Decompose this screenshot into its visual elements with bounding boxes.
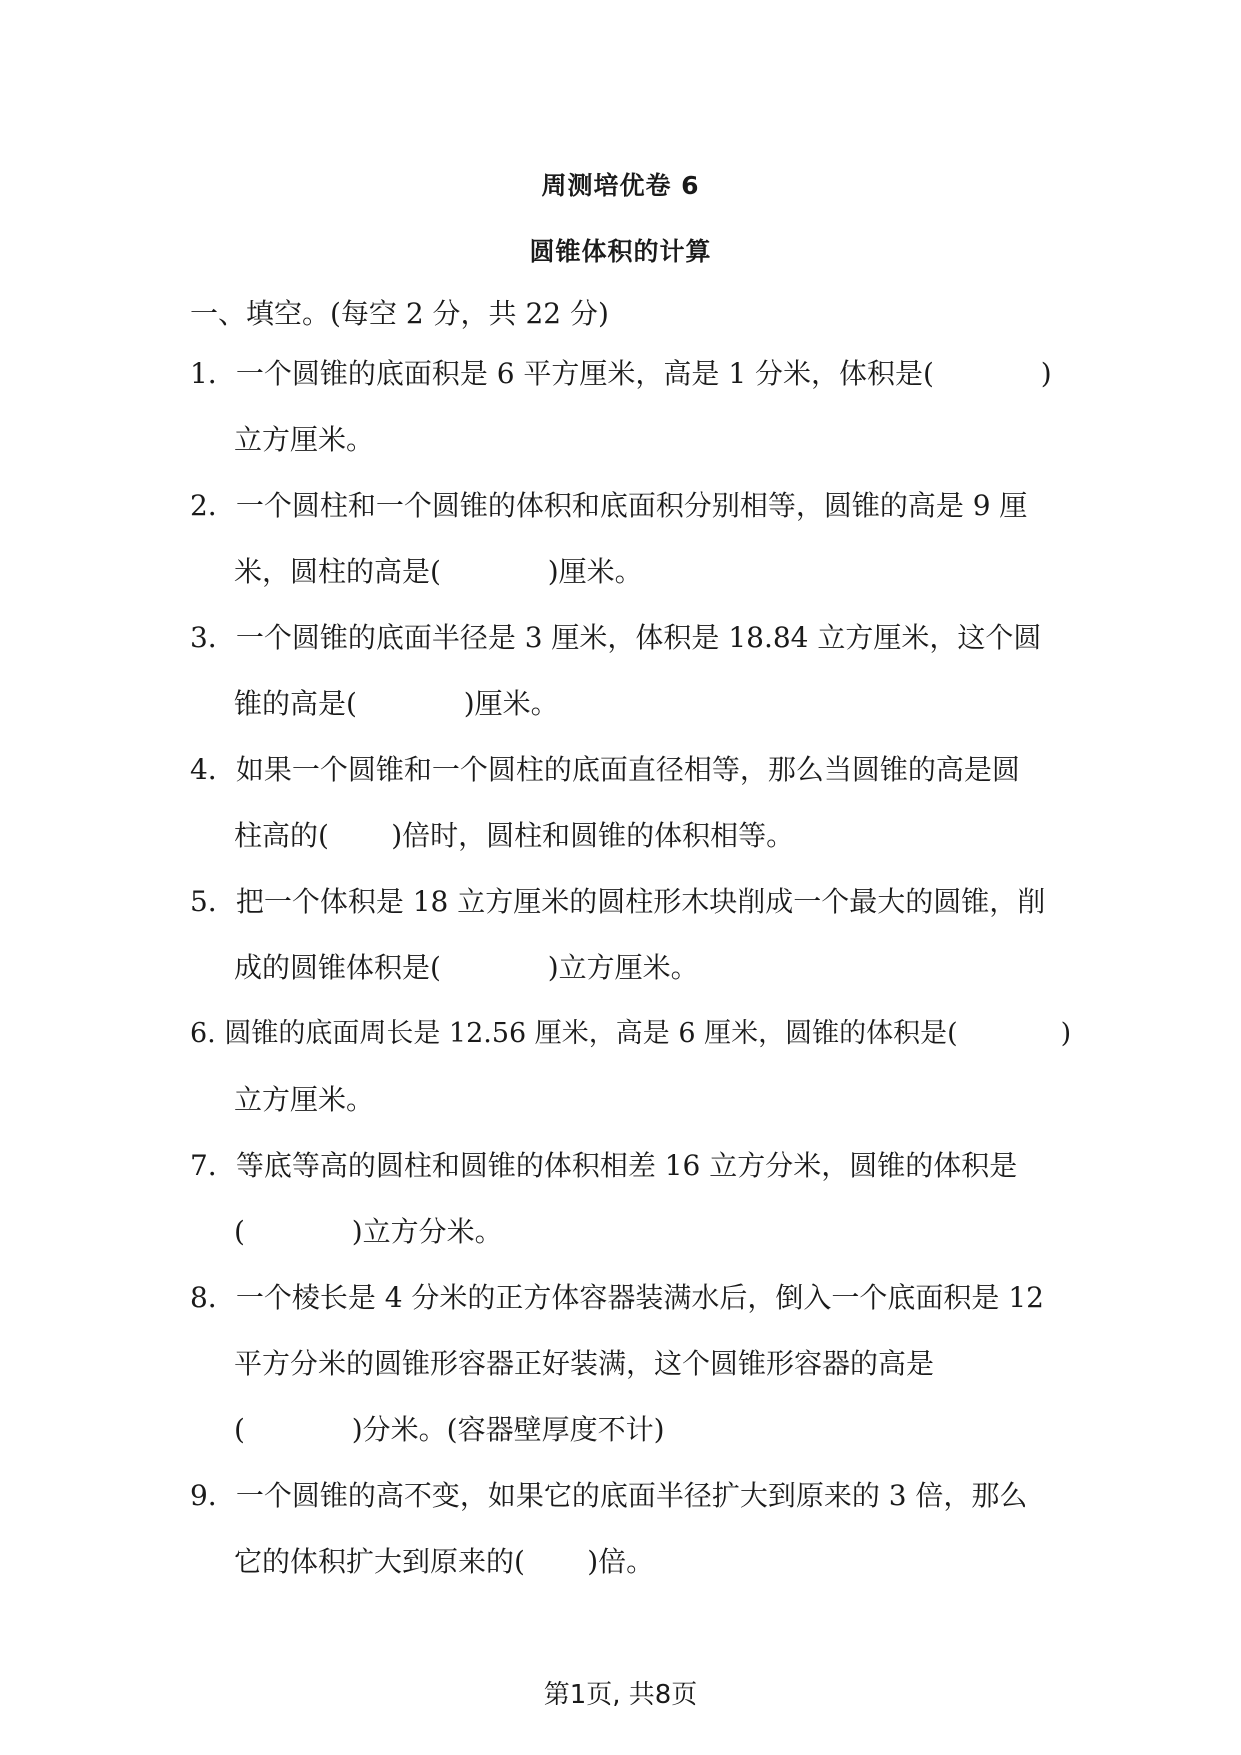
page-subtitle: 圆锥体积的计算: [529, 237, 712, 266]
question-5-line-1: 5．把一个体积是 18 立方厘米的圆柱形木块削成一个最大的圆锥，削: [190, 885, 1046, 918]
question-1-line-2: 立方厘米。: [234, 423, 375, 456]
page-title: 周测培优卷 6: [541, 171, 700, 200]
page-number: 第1页, 共8页: [543, 1680, 698, 1710]
question-8-line-1: 8．一个棱长是 4 分米的正方体容器装满水后，倒入一个底面积是 12: [190, 1281, 1044, 1314]
question-9-line-2: 它的体积扩大到原来的( )倍。: [234, 1545, 655, 1578]
section-heading: 一、填空。(每空 2 分，共 22 分): [190, 297, 609, 330]
question-4-line-1: 4．如果一个圆锥和一个圆柱的底面直径相等，那么当圆锥的高是圆: [190, 753, 1020, 786]
question-6-line-1: 6. 圆锥的底面周长是 12.56 厘米，高是 6 厘米，圆锥的体积是( ): [190, 1018, 1072, 1049]
question-3-line-1: 3．一个圆锥的底面半径是 3 厘米，体积是 18.84 立方厘米，这个圆: [190, 621, 1042, 654]
question-8-line-3: ( )分米。(容器壁厚度不计): [234, 1413, 665, 1446]
question-7-line-2: ( )立方分米。: [234, 1215, 503, 1248]
question-7-line-1: 7．等底等高的圆柱和圆锥的体积相差 16 立方分米，圆锥的体积是: [190, 1149, 1018, 1182]
question-1-line-1: 1．一个圆锥的底面积是 6 平方厘米，高是 1 分米，体积是( ): [190, 357, 1052, 390]
question-6-line-2: 立方厘米。: [234, 1083, 375, 1116]
question-4-line-2: 柱高的( )倍时，圆柱和圆锥的体积相等。: [234, 819, 795, 852]
question-2-line-2: 米，圆柱的高是( )厘米。: [234, 555, 643, 588]
question-2-line-1: 2．一个圆柱和一个圆锥的体积和底面积分别相等，圆锥的高是 9 厘: [190, 489, 1028, 522]
question-3-line-2: 锥的高是( )厘米。: [234, 687, 559, 720]
question-5-line-2: 成的圆锥体积是( )立方厘米。: [234, 951, 699, 984]
question-8-line-2: 平方分米的圆锥形容器正好装满，这个圆锥形容器的高是: [234, 1347, 935, 1380]
question-9-line-1: 9．一个圆锥的高不变，如果它的底面半径扩大到原来的 3 倍，那么: [190, 1479, 1028, 1512]
